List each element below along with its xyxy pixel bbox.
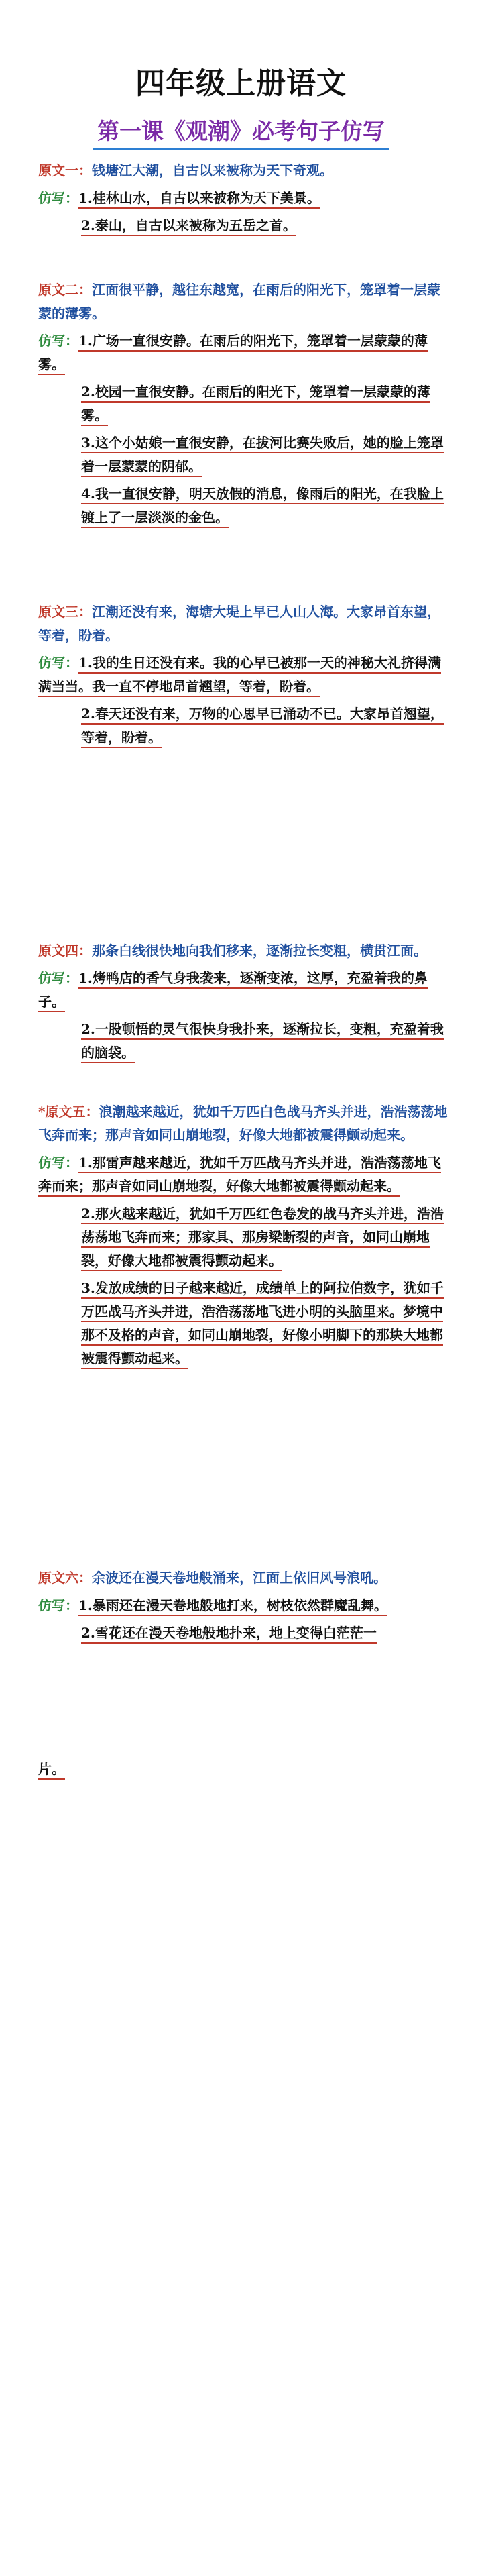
imitation-sentence: 1.烤鸭店的香气身我袭来，逐渐变浓，这厚，充盈着我的鼻子。 (38, 970, 428, 1012)
imitation-sentence: 2.那火越来越近，犹如千万匹红色卷发的战马齐头并进，浩浩荡荡地飞奔而来；那家具、那房梁断裂的声音，如同山崩地裂，好像大地都被震得颤动起来。 (81, 1205, 444, 1271)
section-4 (38, 939, 453, 1065)
imitation-sentence: 2.春天还没有来，万物的心思早已涌动不已。大家昂首翘望，等着，盼着。 (81, 706, 444, 748)
imitation-sentence: 1.我的生日还没有来。我的心早已被那一天的神秘大礼挤得满满当当。我一直不停地昂首翘望，等着，盼着。 (38, 655, 441, 697)
imitation-sentence: 4.我一直很安静，明天放假的消息，像雨后的阳光，在我脸上镀上了一层淡淡的金色。 (81, 486, 444, 528)
imitation-sentence: 2.雪花还在漫天卷地般地扑来，地上变得白茫茫一 (81, 1625, 377, 1644)
page-subtitle: 第一课《观潮》必考句子仿写 (97, 118, 385, 144)
section-label: 原文一： (38, 162, 92, 178)
subtitle-underline (93, 148, 389, 150)
section-6-tail (38, 1758, 453, 1781)
section-6 (38, 1566, 453, 1645)
section-label: 原文三： (38, 604, 92, 620)
imitation-sentence: 1.广场一直很安静。在雨后的阳光下，笼罩着一层蒙蒙的薄雾。 (38, 333, 428, 375)
imitation-sentence: 1.那雷声越来越近，犹如千万匹战马齐头并进，浩浩荡荡地飞奔而来；那声音如同山崩地裂，好像大地都被震得颤动起来。 (38, 1155, 441, 1197)
imitation-label: 仿写： (38, 333, 78, 349)
imitation-sentence: 1.暴雨还在漫天卷地般地打来，树枝依然群魔乱舞。 (78, 1597, 387, 1616)
section-label: *原文五： (38, 1104, 99, 1120)
imitation-label: 仿写： (38, 190, 78, 206)
original-sentence: 钱塘江大潮，自古以来被称为天下奇观。 (92, 162, 333, 178)
section-5 (38, 1100, 453, 1371)
imitation-sentence: 3.发放成绩的日子越来越近，成绩单上的阿拉伯数字，犹如千万匹战马齐头并进，浩浩荡荡地飞进小明的头脑里来。梦境中那不及格的声音，如同山崩地裂，好像小明脚下的那块大地都被震得颤动起来。 (81, 1280, 444, 1369)
section-3 (38, 600, 453, 749)
imitation-sentence: 2.一股顿悟的灵气很快身我扑来，逐渐拉长，变粗，充盈着我的脑袋。 (81, 1021, 444, 1063)
section-1 (38, 159, 453, 237)
page-title: 四年级上册语文 (135, 66, 347, 101)
section-2 (38, 278, 453, 529)
imitation-sentence: 1.桂林山水，自古以来被称为天下美景。 (78, 190, 320, 209)
original-sentence: 那条白线很快地向我们移来，逐渐拉长变粗，横贯江面。 (92, 943, 427, 959)
original-sentence: 江潮还没有来，海塘大堤上早已人山人海。大家昂首东望，等着，盼着。 (38, 604, 440, 643)
section-label: 原文二： (38, 282, 92, 298)
imitation-label: 仿写： (38, 970, 78, 986)
imitation-sentence: 2.泰山，自古以来被称为五岳之首。 (81, 217, 296, 236)
section-label: 原文四： (38, 943, 92, 959)
imitation-sentence: 3.这个小姑娘一直很安静，在拔河比赛失败后，她的脸上笼罩着一层蒙蒙的阴郁。 (81, 435, 444, 477)
original-sentence: 江面很平静，越往东越宽，在雨后的阳光下，笼罩着一层蒙蒙的薄雾。 (38, 282, 440, 321)
imitation-label: 仿写： (38, 655, 78, 671)
imitation-label: 仿写： (38, 1155, 78, 1171)
imitation-sentence-tail: 片。 (38, 1761, 65, 1780)
imitation-label: 仿写： (38, 1597, 78, 1613)
original-sentence: 浪潮越来越近，犹如千万匹白色战马齐头并进，浩浩荡荡地飞奔而来；那声音如同山崩地裂，好像大地都被震得颤动起来。 (38, 1104, 448, 1143)
imitation-sentence: 2.校园一直很安静。在雨后的阳光下，笼罩着一层蒙蒙的薄雾。 (81, 384, 430, 426)
original-sentence: 余波还在漫天卷地般涌来，江面上依旧风号浪吼。 (92, 1570, 387, 1586)
section-label: 原文六： (38, 1570, 92, 1586)
